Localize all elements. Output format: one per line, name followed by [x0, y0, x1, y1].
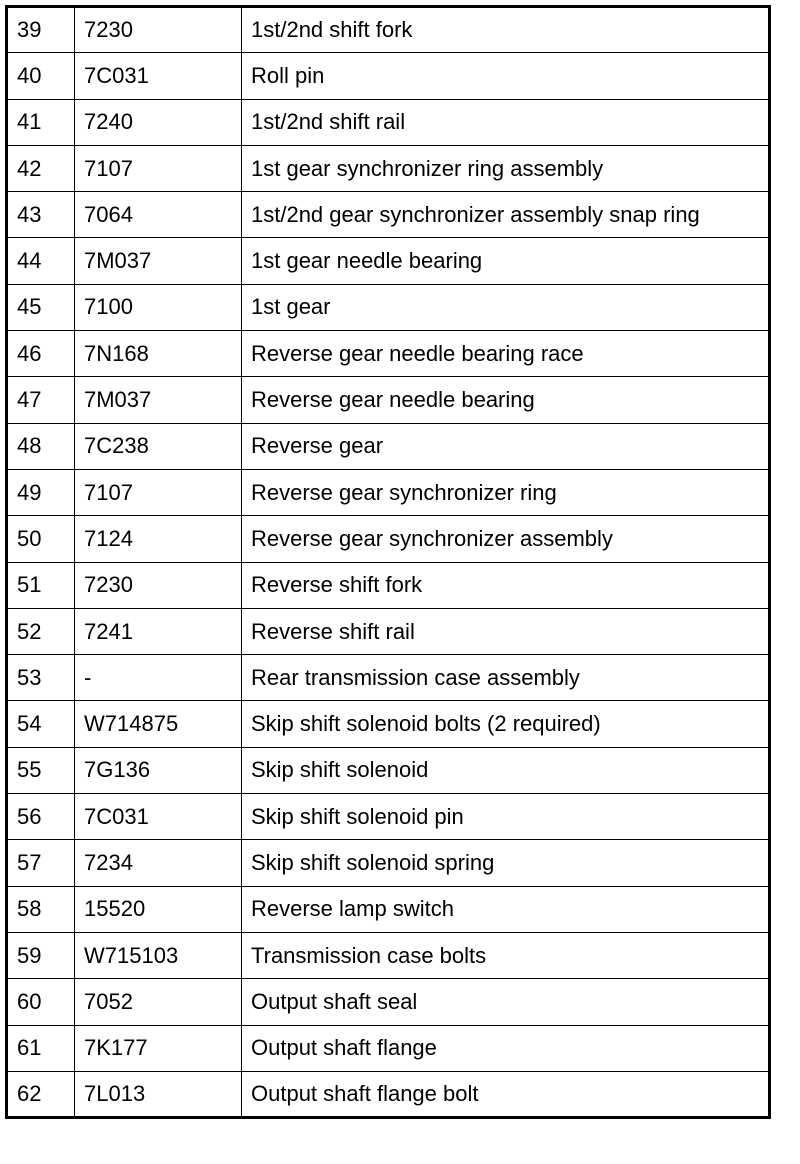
item-number-cell: 43 [7, 192, 75, 238]
item-number-cell: 61 [7, 1025, 75, 1071]
description-cell: Output shaft flange bolt [242, 1071, 770, 1117]
item-number-cell: 39 [7, 7, 75, 53]
part-number-cell: 7G136 [75, 747, 242, 793]
item-number-cell: 52 [7, 608, 75, 654]
part-number-cell: W714875 [75, 701, 242, 747]
description-cell: Reverse shift fork [242, 562, 770, 608]
part-number-cell: - [75, 655, 242, 701]
description-cell: Roll pin [242, 53, 770, 99]
description-cell: 1st/2nd gear synchronizer assembly snap ring [242, 192, 770, 238]
part-number-cell: 7N168 [75, 331, 242, 377]
description-cell: Rear transmission case assembly [242, 655, 770, 701]
table-row [7, 331, 770, 377]
table-row [7, 53, 770, 99]
item-number-cell: 55 [7, 747, 75, 793]
item-number-cell: 59 [7, 932, 75, 978]
table-row [7, 655, 770, 701]
description-cell: Reverse lamp switch [242, 886, 770, 932]
table-row [7, 840, 770, 886]
item-number-cell: 46 [7, 331, 75, 377]
description-cell: Reverse shift rail [242, 608, 770, 654]
item-number-cell: 58 [7, 886, 75, 932]
table-row [7, 701, 770, 747]
description-cell: 1st gear synchronizer ring assembly [242, 145, 770, 191]
item-number-cell: 50 [7, 516, 75, 562]
description-cell: Reverse gear synchronizer assembly [242, 516, 770, 562]
table-row [7, 377, 770, 423]
table-row [7, 608, 770, 654]
part-number-cell: 7L013 [75, 1071, 242, 1117]
part-number-cell: 7M037 [75, 377, 242, 423]
item-number-cell: 62 [7, 1071, 75, 1117]
description-cell: 1st gear [242, 284, 770, 330]
part-number-cell: 7064 [75, 192, 242, 238]
description-cell: Reverse gear [242, 423, 770, 469]
table-row [7, 886, 770, 932]
item-number-cell: 42 [7, 145, 75, 191]
description-cell: 1st/2nd shift rail [242, 99, 770, 145]
table-row [7, 1071, 770, 1117]
part-number-cell: 7052 [75, 979, 242, 1025]
item-number-cell: 41 [7, 99, 75, 145]
table-row [7, 794, 770, 840]
table-row [7, 284, 770, 330]
part-number-cell: 15520 [75, 886, 242, 932]
table-row [7, 747, 770, 793]
table-row [7, 979, 770, 1025]
table-row [7, 7, 770, 53]
description-cell: Transmission case bolts [242, 932, 770, 978]
description-cell: 1st/2nd shift fork [242, 7, 770, 53]
item-number-cell: 44 [7, 238, 75, 284]
part-number-cell: 7234 [75, 840, 242, 886]
part-number-cell: 7124 [75, 516, 242, 562]
item-number-cell: 47 [7, 377, 75, 423]
parts-table-body [7, 7, 770, 1118]
table-row [7, 932, 770, 978]
description-cell: 1st gear needle bearing [242, 238, 770, 284]
part-number-cell: 7100 [75, 284, 242, 330]
table-row [7, 192, 770, 238]
part-number-cell: 7230 [75, 562, 242, 608]
description-cell: Output shaft seal [242, 979, 770, 1025]
table-row [7, 238, 770, 284]
part-number-cell: 7230 [75, 7, 242, 53]
part-number-cell: 7K177 [75, 1025, 242, 1071]
table-row [7, 469, 770, 515]
item-number-cell: 56 [7, 794, 75, 840]
parts-table [5, 5, 771, 1119]
item-number-cell: 40 [7, 53, 75, 99]
item-number-cell: 54 [7, 701, 75, 747]
item-number-cell: 51 [7, 562, 75, 608]
part-number-cell: W715103 [75, 932, 242, 978]
part-number-cell: 7241 [75, 608, 242, 654]
part-number-cell: 7107 [75, 145, 242, 191]
description-cell: Skip shift solenoid spring [242, 840, 770, 886]
description-cell: Reverse gear needle bearing race [242, 331, 770, 377]
description-cell: Skip shift solenoid bolts (2 required) [242, 701, 770, 747]
table-row [7, 562, 770, 608]
description-cell: Skip shift solenoid [242, 747, 770, 793]
description-cell: Skip shift solenoid pin [242, 794, 770, 840]
item-number-cell: 53 [7, 655, 75, 701]
table-row [7, 145, 770, 191]
part-number-cell: 7C031 [75, 53, 242, 99]
table-row [7, 423, 770, 469]
item-number-cell: 48 [7, 423, 75, 469]
item-number-cell: 45 [7, 284, 75, 330]
item-number-cell: 60 [7, 979, 75, 1025]
item-number-cell: 57 [7, 840, 75, 886]
part-number-cell: 7C031 [75, 794, 242, 840]
description-cell: Output shaft flange [242, 1025, 770, 1071]
table-row [7, 516, 770, 562]
item-number-cell: 49 [7, 469, 75, 515]
part-number-cell: 7M037 [75, 238, 242, 284]
table-row [7, 99, 770, 145]
description-cell: Reverse gear needle bearing [242, 377, 770, 423]
part-number-cell: 7107 [75, 469, 242, 515]
part-number-cell: 7C238 [75, 423, 242, 469]
description-cell: Reverse gear synchronizer ring [242, 469, 770, 515]
part-number-cell: 7240 [75, 99, 242, 145]
table-row [7, 1025, 770, 1071]
